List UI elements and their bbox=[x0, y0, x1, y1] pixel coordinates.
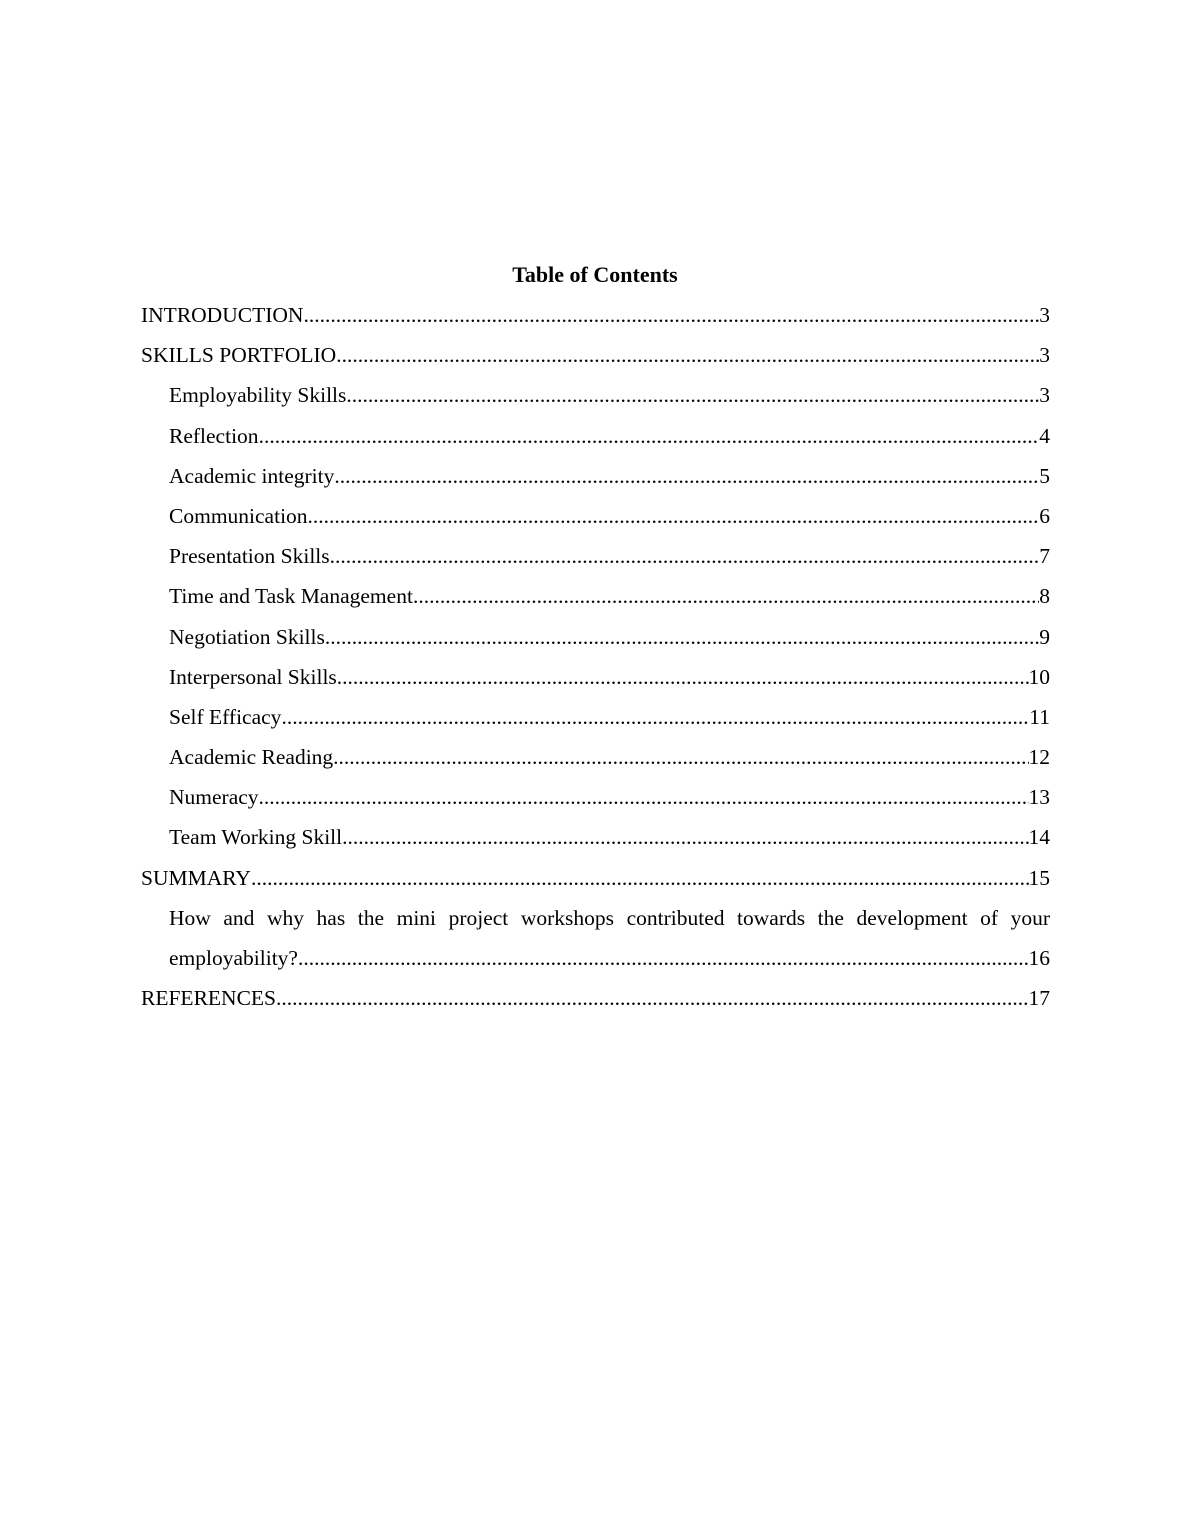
toc-leader-dots bbox=[298, 943, 1029, 973]
toc-entry-label: Communication bbox=[169, 503, 308, 528]
toc-leader-dots bbox=[251, 863, 1029, 893]
toc-entry-summary[interactable] bbox=[141, 863, 1050, 903]
toc-entry-introduction[interactable] bbox=[141, 300, 1050, 340]
toc-entry-page: 12 bbox=[1028, 745, 1050, 770]
toc-entry-references[interactable] bbox=[141, 983, 1050, 1023]
toc-entry-label: Team Working Skill bbox=[169, 825, 343, 850]
toc-leader-dots bbox=[281, 702, 1029, 732]
toc-leader-dots bbox=[342, 822, 1028, 852]
toc-entry-label: Negotiation Skills bbox=[169, 624, 325, 649]
toc-entry-label: SKILLS PORTFOLIO bbox=[141, 343, 337, 368]
toc-leader-dots bbox=[336, 340, 1039, 370]
toc-entry-page: 3 bbox=[1039, 343, 1050, 368]
toc-entry-page: 14 bbox=[1028, 825, 1050, 850]
toc-entry-page: 4 bbox=[1039, 423, 1050, 448]
toc-entry-label: INTRODUCTION bbox=[141, 303, 304, 327]
toc-entry-negotiation-skills[interactable] bbox=[141, 622, 1050, 662]
toc-entry-page: 15 bbox=[1028, 865, 1050, 890]
toc-entry-page: 16 bbox=[1028, 946, 1050, 970]
toc-entry-label-line1: How and why has the mini project workshops contributed towards the development of your bbox=[169, 905, 1050, 930]
toc-entry-label: Academic Reading bbox=[169, 745, 334, 770]
toc-entry-page: 3 bbox=[1039, 303, 1050, 327]
toc-leader-dots bbox=[333, 742, 1028, 772]
toc-entry-mini-project-workshops[interactable] bbox=[141, 903, 1050, 983]
toc-entry-label: Numeracy bbox=[169, 785, 259, 810]
toc-entry-interpersonal-skills[interactable] bbox=[141, 662, 1050, 702]
toc-title: Table of Contents bbox=[512, 262, 678, 287]
toc-entry-label: Reflection bbox=[169, 423, 259, 448]
toc-entry-presentation-skills[interactable] bbox=[141, 541, 1050, 581]
toc-leader-dots bbox=[303, 300, 1039, 330]
toc-leader-dots bbox=[334, 461, 1039, 491]
toc-leader-dots bbox=[276, 983, 1029, 1013]
toc-entry-page: 13 bbox=[1028, 785, 1050, 810]
toc-entry-label: Presentation Skills bbox=[169, 544, 330, 569]
toc-leader-dots bbox=[259, 421, 1040, 451]
toc-entry-page: 11 bbox=[1029, 704, 1050, 729]
toc-entry-skills-portfolio[interactable] bbox=[141, 340, 1050, 380]
toc-entry-numeracy[interactable] bbox=[141, 782, 1050, 822]
toc-entry-page: 6 bbox=[1039, 503, 1050, 528]
toc-entry-page: 3 bbox=[1039, 383, 1050, 408]
toc-entry-reflection[interactable] bbox=[141, 421, 1050, 461]
toc-leader-dots bbox=[346, 380, 1039, 410]
toc-entry-label: Academic integrity bbox=[169, 463, 335, 488]
toc-entry-employability-skills[interactable] bbox=[141, 380, 1050, 420]
toc-leader-dots bbox=[259, 782, 1029, 812]
toc-entry-time-and-task-management[interactable] bbox=[141, 581, 1050, 621]
toc-entry-last-line bbox=[169, 943, 1050, 983]
toc-entry-page: 17 bbox=[1028, 986, 1050, 1011]
toc-entry-label-line2: employability? bbox=[169, 946, 298, 970]
table-of-contents bbox=[141, 300, 1050, 1023]
toc-entry-self-efficacy[interactable] bbox=[141, 702, 1050, 742]
toc-entry-label: SUMMARY bbox=[141, 865, 251, 890]
toc-leader-dots bbox=[325, 622, 1039, 652]
toc-entry-page: 9 bbox=[1039, 624, 1050, 649]
toc-entry-page: 7 bbox=[1039, 544, 1050, 569]
toc-leader-dots bbox=[413, 581, 1039, 611]
toc-entry-academic-integrity[interactable] bbox=[141, 461, 1050, 501]
toc-entry-label: REFERENCES bbox=[141, 986, 276, 1011]
toc-entry-page: 8 bbox=[1039, 584, 1050, 609]
toc-entry-label: Time and Task Management bbox=[169, 584, 413, 609]
toc-entry-page: 10 bbox=[1028, 664, 1050, 689]
toc-entry-label: Employability Skills bbox=[169, 383, 347, 408]
toc-entry-page: 5 bbox=[1039, 463, 1050, 488]
toc-entry-academic-reading[interactable] bbox=[141, 742, 1050, 782]
toc-entry-label: Interpersonal Skills bbox=[169, 664, 337, 689]
toc-entry-team-working-skill[interactable] bbox=[141, 822, 1050, 862]
toc-leader-dots bbox=[337, 662, 1029, 692]
toc-leader-dots bbox=[330, 541, 1040, 571]
toc-leader-dots bbox=[308, 501, 1040, 531]
toc-entry-label: Self Efficacy bbox=[169, 704, 282, 729]
toc-entry-communication[interactable] bbox=[141, 501, 1050, 541]
